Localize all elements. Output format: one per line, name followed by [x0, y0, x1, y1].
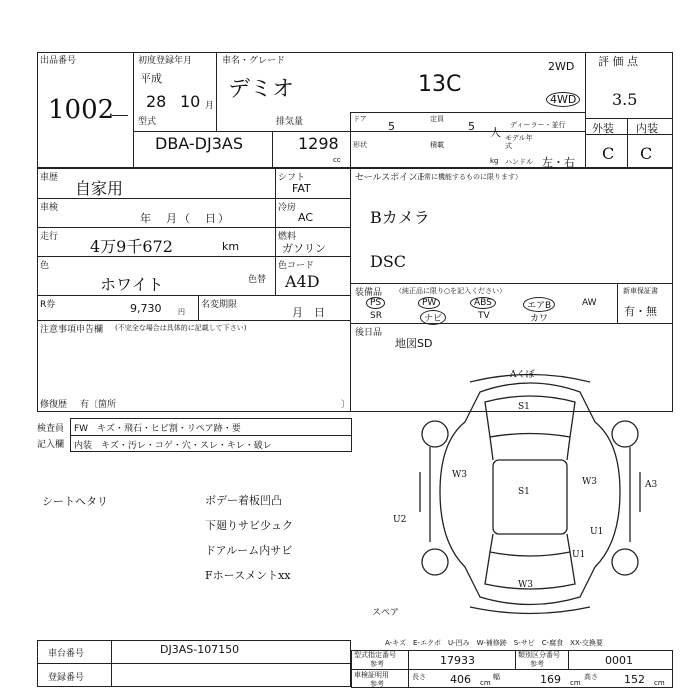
car-label: 車名・グレード	[222, 56, 286, 66]
recycle-note: (不完全な場合は具体的に記載して下さい)	[115, 324, 247, 332]
type-cert-sub: 参考	[370, 660, 384, 668]
color: ホワイト	[100, 275, 164, 294]
height-unit: cm	[654, 679, 665, 687]
exterior-label: 外装	[592, 122, 614, 135]
lot-underline	[112, 115, 128, 116]
fuel-label: 燃料	[278, 232, 297, 242]
drive-2wd: 2WD	[548, 60, 575, 73]
equip-pw: PW	[418, 297, 440, 309]
reg-no-label: 登録番号	[48, 673, 85, 683]
inspector-row-1: FW キズ・飛石・ヒビ割・リペア跡・要	[74, 424, 241, 434]
inspection: 年 月（ 日）	[140, 212, 231, 225]
inspector-label-2: 記入欄	[37, 440, 65, 450]
height-label: 高さ	[584, 673, 598, 681]
sales-note: （正常に機能するものに限ります）	[410, 173, 522, 181]
guarantee-label: 新車保証書	[623, 287, 658, 295]
mark-spare: スペア	[372, 608, 400, 618]
dim-sub: 参考	[370, 680, 384, 688]
legend: A-キズ E-エクボ U-凹み W-補修跡 S-サビ C-腐食 XX-交換要	[385, 639, 603, 647]
equip-navi: ナビ	[420, 310, 446, 325]
interior-label: 内装	[636, 122, 658, 135]
displacement: 1298	[298, 134, 339, 153]
width-label: 幅	[493, 673, 500, 681]
width: 169	[540, 673, 561, 686]
chassis-label: 車台番号	[48, 649, 85, 659]
equipment-label: 装備品	[355, 288, 383, 298]
mark-trunk: W3	[518, 580, 533, 590]
mileage: 4万9千672	[90, 237, 173, 256]
km-unit: km	[222, 240, 240, 253]
aftermarket-value: 地図SD	[395, 337, 433, 350]
person-unit: 人	[490, 126, 501, 139]
equip-aw: AW	[582, 298, 597, 308]
equip-abs: ABS	[470, 297, 496, 309]
ac-label: 冷房	[278, 203, 297, 213]
mark-hood: S1	[518, 402, 530, 412]
disp-label: 排気量	[276, 117, 304, 127]
equip-leather: カワ	[530, 314, 549, 324]
height: 152	[624, 673, 645, 686]
capacity-label: 定員	[430, 115, 444, 123]
type-cert-label: 型式指定番号	[354, 651, 396, 659]
equip-sr: SR	[370, 311, 382, 321]
inspection-label: 車検	[40, 203, 59, 213]
name-change: 月 日	[292, 306, 325, 319]
color-no-label: 色替	[248, 275, 267, 285]
length: 406	[450, 673, 471, 686]
length-unit: cm	[480, 679, 491, 687]
sales-point-2: DSC	[370, 252, 407, 271]
handle: 左・右	[542, 156, 575, 169]
exterior-grade: C	[602, 144, 615, 163]
shape-label: 形状	[353, 141, 367, 149]
length-label: 長さ	[412, 673, 426, 681]
reg-month: 10	[180, 92, 201, 111]
class-sub: 参考	[530, 660, 544, 668]
equipment-note: （純正品に限り○を記入ください）	[395, 287, 507, 295]
equip-airbag: エアB	[523, 297, 555, 312]
recycle-amount: 9,730	[130, 302, 162, 315]
drive-4wd: 4WD	[546, 92, 580, 107]
repair-end: 〕	[341, 400, 351, 410]
note-room: ドアルーム内サビ	[205, 544, 293, 557]
chassis: DJ3AS-107150	[160, 643, 240, 656]
class-no: 0001	[605, 654, 633, 667]
type-cert: 17933	[440, 654, 475, 667]
dealer-label: ディーラー・並行	[510, 121, 566, 129]
guarantee: 有・無	[624, 305, 657, 318]
color-code-label: 色コード	[278, 261, 315, 271]
inspector-label-1: 検査員	[37, 424, 65, 434]
width-unit: cm	[570, 679, 581, 687]
inspector-row-2: 内装 キズ・汚レ・コゲ・穴・スレ・キレ・破レ	[74, 441, 272, 451]
capacity: 5	[468, 120, 475, 133]
sales-label: セールスポイント	[355, 173, 427, 183]
month-unit: 月	[205, 101, 215, 111]
equip-tv: TV	[478, 311, 490, 321]
mark-right-rear: U1	[572, 550, 586, 560]
shift: FAT	[292, 182, 311, 195]
model-year-label: モデル年式	[505, 134, 533, 150]
repair-label: 修復歴	[40, 400, 68, 410]
repair: 有〔箇所	[80, 400, 117, 410]
cc-unit: cc	[333, 156, 341, 164]
note-seat: シートヘタリ	[42, 495, 108, 508]
load-label: 積載	[430, 141, 444, 149]
mark-roof: S1	[518, 487, 530, 497]
color-label: 色	[40, 261, 50, 271]
mark-left-panel: U2	[393, 515, 407, 525]
grade: 13C	[418, 72, 462, 97]
model: DBA-DJ3AS	[155, 134, 243, 153]
reg-year: 28	[146, 92, 167, 111]
car-name: デミオ	[228, 77, 295, 102]
kg-unit: kg	[490, 157, 499, 165]
aftermarket-label: 後日品	[355, 328, 383, 338]
reg-label: 初度登録年月	[138, 56, 193, 66]
mark-left-front: W3	[452, 470, 467, 480]
shift-label: シフト	[278, 173, 306, 183]
color-code: A4D	[285, 272, 320, 291]
mark-right-front: W3	[582, 477, 597, 487]
eval-score: 3.5	[612, 90, 638, 109]
eval-label: 評 価 点	[598, 55, 638, 68]
note-body: ボデー着板凹凸	[205, 494, 282, 507]
yen-unit: 円	[178, 308, 185, 316]
model-label: 型式	[138, 117, 157, 127]
era: 平成	[140, 72, 162, 85]
doors: 5	[388, 120, 395, 133]
lot-label: 出品番号	[40, 56, 77, 66]
name-change-label: 名変期限	[201, 300, 238, 310]
mark-right-panel: A3	[645, 480, 658, 490]
sales-point-1: Bカメラ	[370, 208, 430, 227]
note-floor: Fホースメントxx	[205, 569, 291, 582]
class-label: 類別区分番号	[518, 651, 560, 659]
notes-label: 注意事項申告欄	[40, 325, 104, 335]
fuel: ガソリン	[282, 242, 326, 255]
door-label: ドア	[353, 115, 367, 123]
handle-label: ハンドル	[505, 158, 533, 166]
mark-front-bumper: Aくぼ	[510, 370, 535, 380]
note-lower: 下廻りサビ少ュク	[205, 519, 293, 532]
lot-number: 1002	[48, 95, 115, 125]
recycle-label: R券	[40, 300, 56, 310]
interior-grade: C	[640, 144, 653, 163]
dim-label: 車検証明用	[354, 671, 389, 679]
mark-right-door: U1	[590, 527, 604, 537]
ac: AC	[298, 211, 314, 224]
history: 自家用	[75, 179, 124, 198]
mileage-label: 走行	[40, 232, 59, 242]
equip-ps: PS	[366, 297, 385, 309]
history-label: 車歴	[40, 173, 59, 183]
